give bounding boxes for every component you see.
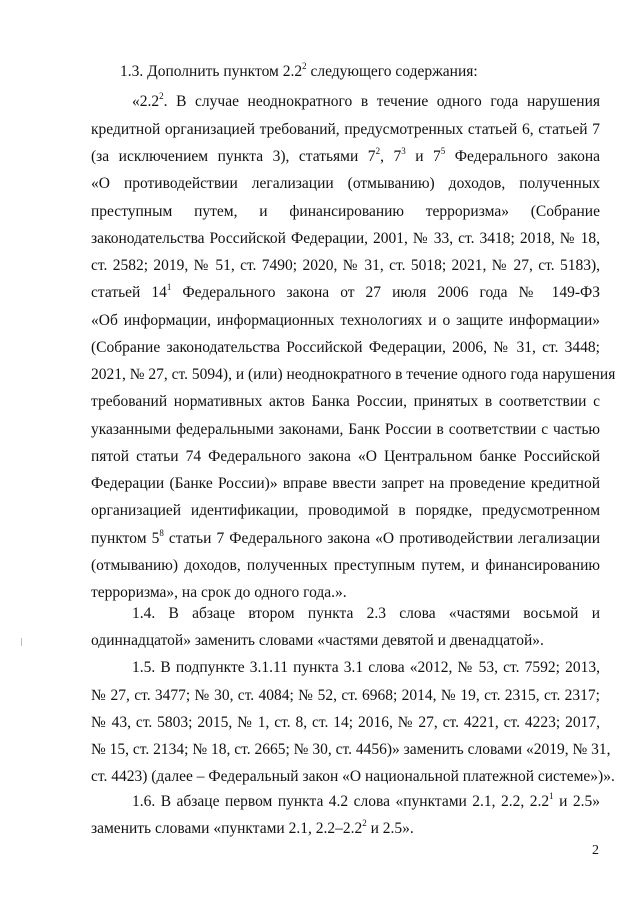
text-span: организацией идентификации, проводимой в порядке, предусмотренном	[91, 502, 600, 519]
text-span: (за исключением пункта 3), статьями 7	[91, 148, 376, 165]
superscript: 1	[166, 281, 172, 292]
text-line	[132, 790, 600, 811]
margin-mark	[21, 638, 22, 646]
text-span: «О противодействии легализации (отмыванию) доходов, полученных	[91, 175, 600, 192]
text-line	[91, 230, 600, 248]
text-line	[91, 257, 600, 275]
text-span: следующего содержания:	[306, 63, 478, 80]
text-line	[91, 312, 600, 330]
superscript: 2	[375, 145, 381, 156]
text-span: и 7	[405, 148, 441, 165]
text-span: 1.6. В абзаце первом пункта 4.2 слова «пунктами 2.1, 2.2, 2.2	[132, 793, 550, 810]
superscript: 2	[302, 60, 307, 71]
text-line	[132, 659, 600, 677]
text-line	[91, 145, 600, 166]
text-line	[91, 393, 600, 411]
text-span: требований нормативных актов Банка России, принятых в соответствии с	[91, 393, 600, 410]
text-span: № 27, ст. 3477; № 30, ст. 4084; № 52, ст. 6968; 2014, № 19, ст. 2315, ст. 2317;	[91, 687, 600, 704]
text-line	[132, 605, 600, 623]
text-line	[91, 502, 600, 520]
text-span: преступным путем, и финансированию терроризма» (Собрание	[91, 203, 600, 220]
superscript: 2	[362, 817, 367, 828]
text-span: статьи 7 Федерального закона «О противодействии легализации	[163, 530, 600, 547]
text-span: Федерального закона от 27 июля 2006 года № 149-ФЗ	[171, 284, 601, 301]
superscript: 3	[401, 145, 406, 156]
text-span: «2.2	[132, 93, 160, 110]
text-line	[91, 714, 600, 732]
text-span: «Об информации, информационных технологиях и о защите информации»	[91, 312, 600, 329]
text-span: , 7	[380, 148, 402, 165]
text-line	[91, 203, 600, 221]
text-span: и 2.5».	[366, 820, 414, 837]
text-line	[91, 366, 616, 384]
text-span: одиннадцатой» заменить словами «частями девятой и двенадцатой».	[91, 632, 544, 649]
text-line	[91, 448, 600, 466]
superscript: 8	[159, 527, 164, 538]
text-span: пятой статьи 74 Федерального закона «О Центральном банке Российской	[91, 448, 600, 465]
text-line	[91, 339, 600, 357]
text-line	[91, 421, 600, 439]
text-span: ст. 4423) (далее – Федеральный закон «О национальной платежной системе»)».	[91, 768, 615, 785]
text-span: (Собрание законодательства Российской Федерации, 2006, № 31, ст. 3448;	[91, 339, 600, 356]
text-span: 2021, № 27, ст. 5094), и (или) неоднократного в течение одного года нарушения	[91, 366, 616, 383]
text-line	[91, 475, 600, 493]
text-span: указанными федеральными законами, Банк России в соответствии с частью	[91, 421, 600, 438]
text-span: ст. 2582; 2019, № 51, ст. 7490; 2020, № 31, ст. 5018; 2021, № 27, ст. 5183),	[91, 257, 600, 274]
page-number: 2	[592, 843, 599, 858]
text-span: 1.4. В абзаце втором пункта 2.3 слова «частями восьмой и	[132, 605, 600, 622]
text-line	[91, 584, 347, 602]
text-span: Федерального закона	[445, 148, 600, 165]
text-span: законодательства Российской Федерации, 2001, № 33, ст. 3418; 2018, № 18,	[91, 230, 600, 247]
text-span: кредитной организацией требований, предусмотренных статьей 6, статьей 7	[91, 121, 600, 138]
superscript: 2	[159, 90, 164, 101]
text-span: заменить словами «пунктами 2.1, 2.2–2.2	[91, 820, 363, 837]
text-line	[91, 281, 601, 302]
text-line	[91, 687, 600, 705]
text-span: 1.5. В подпункте 3.1.11 пункта 3.1 слова «2012, № 53, ст. 7592; 2013,	[132, 659, 600, 676]
text-span: . В случае неоднократного в течение одного года нарушения	[163, 93, 600, 110]
text-line	[132, 90, 600, 111]
text-line	[91, 527, 600, 548]
text-line	[91, 632, 544, 650]
text-line	[91, 741, 611, 759]
text-span: статьей 14	[91, 284, 167, 301]
text-span: № 43, ст. 5803; 2015, № 1, ст. 8, ст. 14; 2016, № 27, ст. 4221, ст. 4223; 2017,	[91, 714, 600, 731]
text-span: пунктом 5	[91, 530, 160, 547]
text-span: Федерации (Банке России)» вправе ввести запрет на проведение кредитной	[91, 475, 600, 492]
text-span: терроризма», на срок до одного года.».	[91, 584, 347, 601]
text-line	[120, 60, 478, 81]
text-line	[91, 121, 600, 139]
text-span: и 2.5»	[553, 793, 600, 810]
superscript: 1	[549, 790, 554, 801]
text-line	[91, 768, 615, 786]
text-span: (отмыванию) доходов, полученных преступным путем, и финансированию	[91, 557, 600, 574]
text-span: 1.3. Дополнить пунктом 2.2	[120, 63, 303, 80]
text-line	[91, 557, 600, 575]
text-line	[91, 175, 600, 193]
text-line	[91, 817, 414, 838]
superscript: 5	[440, 145, 446, 156]
text-span: № 15, ст. 2134; № 18, ст. 2665; № 30, ст. 4456)» заменить словами «2019, № 31,	[91, 741, 611, 758]
